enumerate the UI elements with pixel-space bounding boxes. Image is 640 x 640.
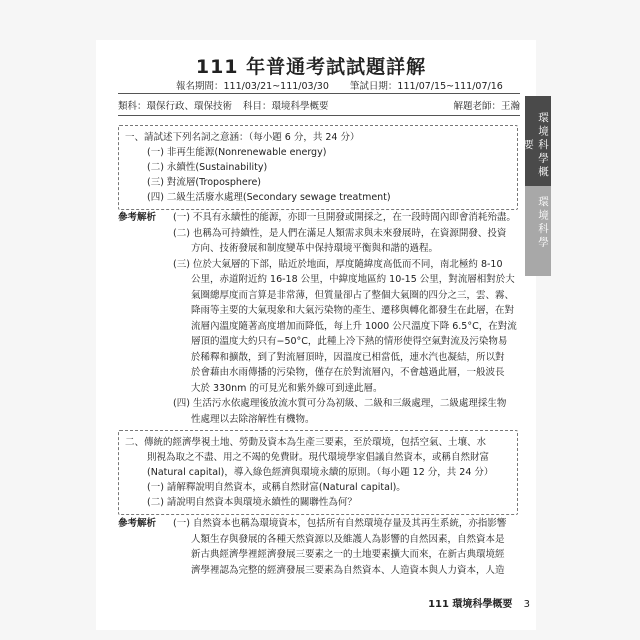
- answer-line: (一) 自然資本也稱為環境資本，包括所有自然環境存量及其再生系統，亦指影響: [173, 518, 507, 529]
- question-subitem: (三) 對流層(Troposphere): [147, 177, 261, 188]
- answer-label: 參考解析: [118, 212, 157, 223]
- question-box-1: [118, 125, 518, 210]
- answer-line: 於稀釋和擴散，到了對流層頂時，因溫度已相當低，連水汽也凝結，所以對: [191, 351, 505, 363]
- answer-item: [173, 396, 520, 427]
- question-subitem: (一) 非再生能源(Nonrenewable energy): [147, 147, 327, 158]
- answer-line: 大於 330nm 的可見光和紫外線可到達此層。: [191, 382, 383, 394]
- exam-dates: [176, 78, 526, 92]
- exam-meta: [118, 98, 520, 112]
- meta-divider: [118, 115, 520, 116]
- answer-line: (一) 不具有永續性的能源，亦即一旦開發或開採之，在一段時間內即會消耗殆盡。: [173, 212, 516, 223]
- answer-item: [173, 210, 520, 226]
- side-tab-label: 環境科學: [537, 196, 549, 250]
- question-subitem: (二) 永續性(Sustainability): [147, 162, 268, 173]
- question-text: 一、請試述下列名詞之意涵：（每小題 6 分，共 24 分）: [125, 132, 360, 143]
- answer-line: 氣圈總厚度而言算是非常薄，但質量卻占了整個大氣圈的四分之三，雲、霧、: [191, 289, 515, 301]
- answer-line: 層頂的溫度大約只有−50°C，此種上冷下熱的情形使得空氣對流及污染物易: [191, 336, 508, 347]
- written-exam-dates: 筆試日期：111/07/15~111/07/16: [349, 81, 503, 92]
- side-tab-inactive: [525, 186, 551, 276]
- page-number: 3: [523, 599, 530, 610]
- answer-item: [173, 226, 520, 257]
- answer-label: 參考解析: [118, 518, 157, 529]
- question-text: (Natural capital)，導入綠色經濟與環境永續的原則。（每小題 12 分，共 24 分）: [147, 467, 494, 478]
- question-subitem: (二) 請說明自然資本與環境永續性的關聯性為何？: [147, 497, 357, 508]
- question-text: 則視為取之不盡、用之不竭的免費財。現代環境學家倡議自然資本，或稱自然財富: [147, 452, 490, 463]
- question-subitem: (四) 二級生活廢水處理(Secondary sewage treatment): [147, 192, 391, 203]
- answer-line: 人類生存與發展的各種天然資源以及維護人為影響的自然因素，自然資本是: [191, 533, 505, 545]
- answer-item: [173, 257, 520, 397]
- header-divider: [118, 93, 520, 94]
- page-footer: [380, 595, 530, 610]
- answer-line: (二) 也稱為可持續性，是人們在滿足人類需求與未來發展時，在資源開發、投資: [173, 227, 507, 239]
- page-title: 111 年普通考試試題詳解: [195, 56, 427, 78]
- category-text: 類科：環保行政、環保技術: [118, 101, 233, 112]
- side-tab-label: 環境科學概要: [522, 112, 549, 180]
- answer-line: 性處理以去除溶解性有機物。: [191, 413, 315, 425]
- subject-text: 科目：環境科學概要: [243, 101, 329, 112]
- question-box-2: [118, 430, 518, 515]
- answer-line: 降雨等主要的大氣現象和大氣污染物的產生、遷移與轉化都發生在此層，在對: [191, 305, 515, 316]
- answer-line: 濟學裡認為完整的經濟發展三要素為自然資本、人造資本與人力資本，人造: [191, 564, 505, 576]
- answer-item: [173, 516, 520, 578]
- registration-period: 報名期間：111/03/21~111/03/30: [176, 81, 329, 92]
- answer-line: 公里，赤道附近約 16-18 公里，中緯度地區約 10-15 公里，對流層相對於大: [191, 274, 515, 285]
- question-text: 二、傳統的經濟學視土地、勞動及資本為生產三要素，至於環境，包括空氣、土壤、水: [125, 437, 487, 448]
- answer-line: (四) 生活污水依處理後放流水質可分為初級、二級和三級處理，二級處理採生物: [173, 398, 507, 409]
- answer-line: 流層內溫度隨著高度增加而降低，每上升 1000 公尺溫度下降 6.5°C，在對流: [191, 320, 517, 332]
- answer-line: 於會藉由水雨傳播的污染物，僅存在於對流層內，不會越過此層，一般波長: [191, 367, 505, 378]
- answer-block-1: [118, 210, 520, 427]
- side-tab-active: [522, 96, 551, 186]
- footer-label: 111 環境科學概要: [428, 599, 513, 610]
- answer-line: 方向、技術發展和制度變革中保持環境平衡與和諧的過程。: [191, 243, 439, 254]
- answer-line: 新古典經濟學裡經濟發展三要素之一的土地要素擴大而來，在新古典環境經: [191, 549, 505, 560]
- question-subitem: (一) 請解釋說明自然資本，或稱自然財富(Natural capital)。: [147, 482, 406, 493]
- answer-block-2: [118, 516, 520, 578]
- answer-line: (三) 位於大氣層的下部，貼近於地面，厚度隨緯度高低而不同，南北極約 8-10: [173, 258, 503, 270]
- author-text: 解題老師：王瀚: [453, 101, 520, 112]
